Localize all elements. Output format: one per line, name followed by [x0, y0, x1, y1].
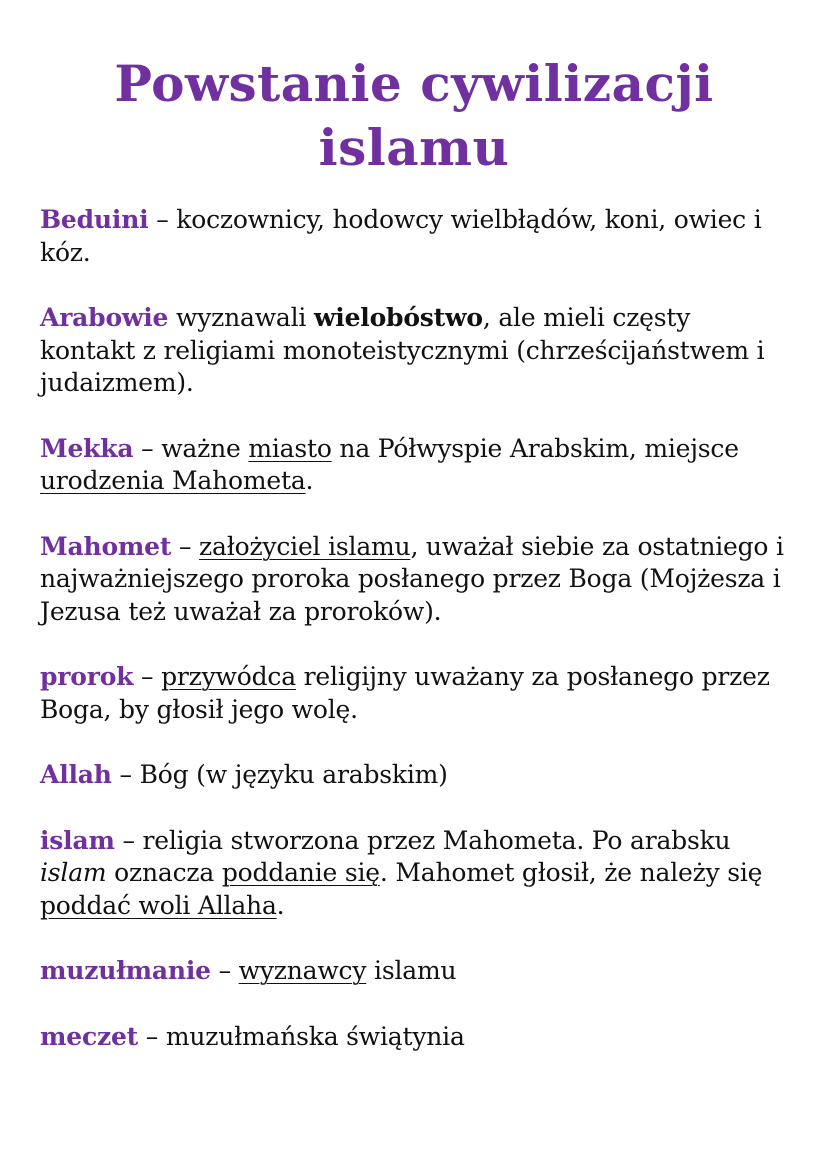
title-line-1: Powstanie cywilizacji — [114, 54, 714, 113]
bold-wielobostwo: wielobóstwo — [313, 303, 483, 332]
term-beduini: Beduini — [40, 205, 149, 234]
definition-mekka-part2: na Półwyspie Arabskim, miejsce — [331, 433, 739, 463]
term-prorok: prorok — [40, 662, 134, 691]
term-allah: Allah — [40, 760, 112, 789]
definition-mahomet-part1: – — [171, 531, 200, 561]
page-title — [40, 52, 788, 180]
entry-arabowie — [40, 302, 788, 400]
term-mahomet: Mahomet — [40, 531, 172, 561]
definition-arabowie-part2: , ale mieli częsty kontakt z religiami monoteistycznymi (chrześcijaństwem i judaizmem). — [40, 303, 765, 397]
entry-prorok — [40, 661, 788, 726]
underline-zalozyciel-islamu: założyciel islamu — [199, 531, 411, 561]
term-arabowie: Arabowie — [40, 303, 169, 332]
underline-przywodca: przywódca — [161, 662, 296, 691]
underline-poddanie-sie: poddanie się — [221, 858, 380, 887]
entry-mahomet — [40, 531, 788, 629]
definition-muzulmanie-part1: – — [210, 956, 239, 985]
definition-islam-part2: oznacza — [106, 858, 222, 887]
entry-mekka — [40, 433, 788, 498]
entry-beduini — [40, 204, 788, 269]
italic-islam: islam — [40, 858, 107, 887]
glossary — [40, 204, 788, 1053]
definition-beduini: – koczownicy, hodowcy wielbłądów, koni, owiec i kóz. — [40, 205, 762, 267]
term-meczet: meczet — [40, 1021, 139, 1051]
definition-arabowie-part1: wyznawali — [168, 303, 314, 332]
entry-islam — [40, 825, 788, 923]
definition-muzulmanie-part2: islamu — [366, 956, 457, 985]
definition-islam-part3: . Mahomet głosił, że należy się — [379, 858, 763, 887]
definition-islam-part1: – religia stworzona przez Mahometa. Po arabsku — [114, 825, 731, 855]
term-mekka: Mekka — [40, 433, 134, 463]
underline-poddac-woli-allaha: poddać woli Allaha — [40, 890, 277, 920]
title-line-2: islamu — [318, 118, 510, 177]
entry-allah — [40, 759, 788, 792]
definition-prorok-part2: religijny uważany za posłanego przez Boga, by głosił jego wolę. — [40, 662, 770, 724]
underline-urodzenia-mahometa: urodzenia Mahometa — [40, 466, 306, 495]
definition-meczet: – muzułmańska świątynia — [138, 1021, 465, 1051]
term-islam: islam — [40, 825, 115, 855]
definition-mahomet-part2: , uważał siebie za ostatniego i najważniejszego proroka posłanego przez Boga (Mojżesza i Jezusa też uważał za proroków). — [40, 531, 784, 626]
underline-wyznawcy: wyznawcy — [238, 956, 367, 985]
definition-prorok-part1: – — [133, 662, 162, 691]
definition-mekka-part3: . — [305, 466, 314, 495]
definition-islam-part4: . — [276, 890, 285, 920]
term-muzulmanie: muzułmanie — [40, 956, 211, 985]
entry-muzulmanie — [40, 955, 788, 988]
definition-allah: – Bóg (w języku arabskim) — [111, 760, 448, 789]
entry-meczet — [40, 1021, 788, 1054]
underline-miasto: miasto — [248, 433, 332, 463]
definition-mekka-part1: – ważne — [133, 433, 249, 463]
